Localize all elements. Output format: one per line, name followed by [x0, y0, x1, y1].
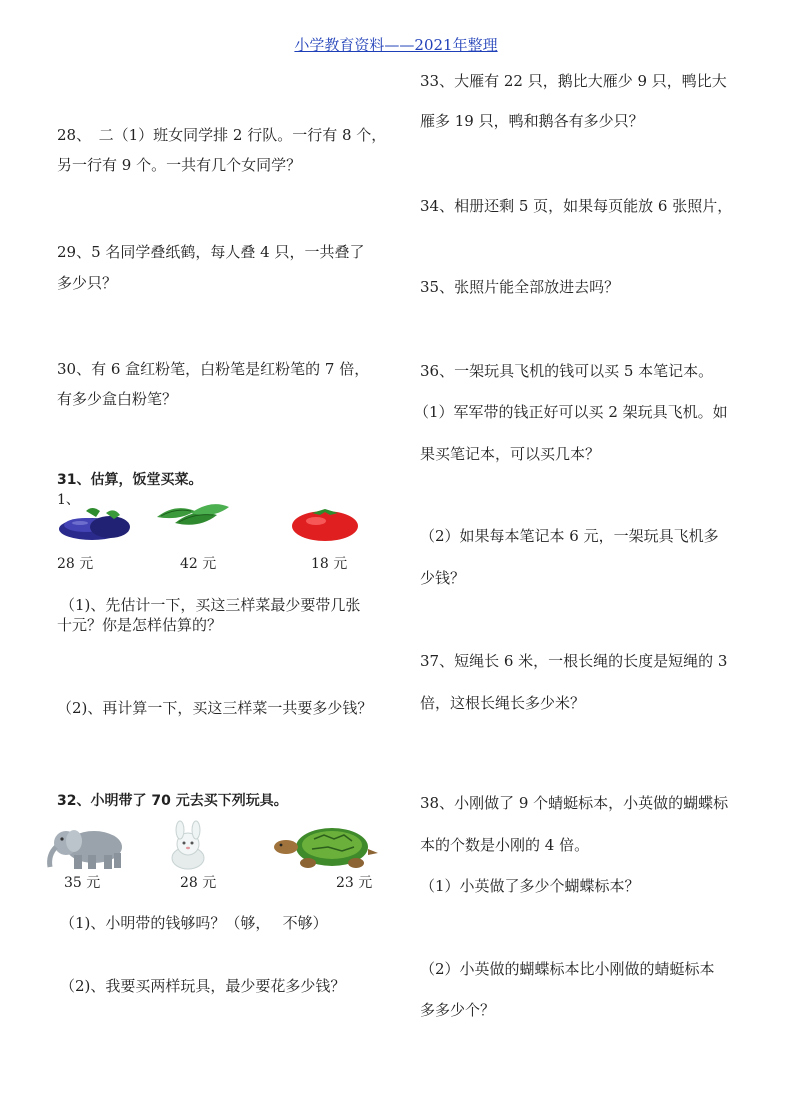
- tomato-price: 18 元: [311, 556, 348, 572]
- q32-title: 32、小明带了 70 元去买下列玩具。: [57, 793, 288, 809]
- q33-line1: 33、大雁有 22 只，鹅比大雁少 9 只，鸭比大: [420, 72, 727, 90]
- q31-sub-number: 1、: [57, 492, 80, 508]
- q38-part2-line1: （2）小英做的蝴蝶标本比小刚做的蜻蜓标本: [420, 960, 715, 978]
- q36-part2-line1: （2）如果每本笔记本 6 元，一架玩具飞机多: [420, 527, 719, 545]
- q31-part1-line2: 十元？你是怎样估算的？: [57, 616, 223, 634]
- q34-line1: 34、相册还剩 5 页，如果每页能放 6 张照片，: [420, 197, 733, 215]
- green-beans-price: 42 元: [180, 556, 217, 572]
- q36-part2-line2: 少钱？: [420, 569, 466, 587]
- q28-line1: 28、 二（1）班女同学排 2 行队。一行有 8 个，: [57, 126, 387, 144]
- q31-part1-line1: （1)、先估计一下，买这三样菜最少要带几张: [60, 596, 361, 614]
- q30-line2: 有多少盒白粉笔？: [57, 390, 178, 408]
- q28-line2: 另一行有 9 个。一共有几个女同学？: [57, 156, 302, 174]
- elephant-icon: [44, 825, 128, 871]
- turtle-price: 23 元: [336, 875, 373, 891]
- q31-part2: （2)、再计算一下，买这三样菜一共要多少钱？: [57, 699, 373, 717]
- rabbit-icon: [160, 824, 216, 870]
- q32-part1: （1)、小明带的钱够吗？（够， 不够）: [60, 914, 328, 932]
- eggplant-icon: [56, 503, 134, 541]
- turtle-icon: [272, 823, 382, 871]
- q35-line1: 35、张照片能全部放进去吗？: [420, 278, 620, 296]
- q38-line1: 38、小刚做了 9 个蜻蜓标本，小英做的蝴蝶标: [420, 794, 729, 812]
- page-header: 小学教育资料——2021年整理: [294, 36, 498, 54]
- q30-line1: 30、有 6 盒红粉笔，白粉笔是红粉笔的 7 倍，: [57, 360, 370, 378]
- q38-part1: （1）小英做了多少个蝴蝶标本？: [420, 877, 640, 895]
- q38-line2: 本的个数是小刚的 4 倍。: [420, 836, 590, 854]
- q32-part2: （2)、我要买两样玩具，最少要花多少钱？: [60, 977, 346, 995]
- q36-part1-line2: 果买笔记本，可以买几本？: [420, 445, 601, 463]
- elephant-price: 35 元: [64, 875, 101, 891]
- q37-line1: 37、短绳长 6 米，一根长绳的长度是短绳的 3: [420, 652, 728, 670]
- q31-title: 31、估算，饭堂买菜。: [57, 472, 203, 488]
- rabbit-price: 28 元: [180, 875, 217, 891]
- q36-line1: 36、一架玩具飞机的钱可以买 5 本笔记本。: [420, 362, 714, 380]
- green-beans-icon: [155, 499, 230, 533]
- q29-line1: 29、5 名同学叠纸鹤，每人叠 4 只，一共叠了: [57, 243, 365, 261]
- tomato-icon: [290, 505, 360, 541]
- q38-part2-line2: 多多少个？: [420, 1001, 496, 1019]
- eggplant-price: 28 元: [57, 556, 94, 572]
- q33-line2: 雁多 19 只，鸭和鹅各有多少只？: [420, 112, 644, 130]
- q36-part1-line1: （1）军军带的钱正好可以买 2 架玩具飞机。如: [414, 403, 728, 421]
- q29-line2: 多少只？: [57, 274, 118, 292]
- q37-line2: 倍，这根长绳长多少米？: [420, 694, 586, 712]
